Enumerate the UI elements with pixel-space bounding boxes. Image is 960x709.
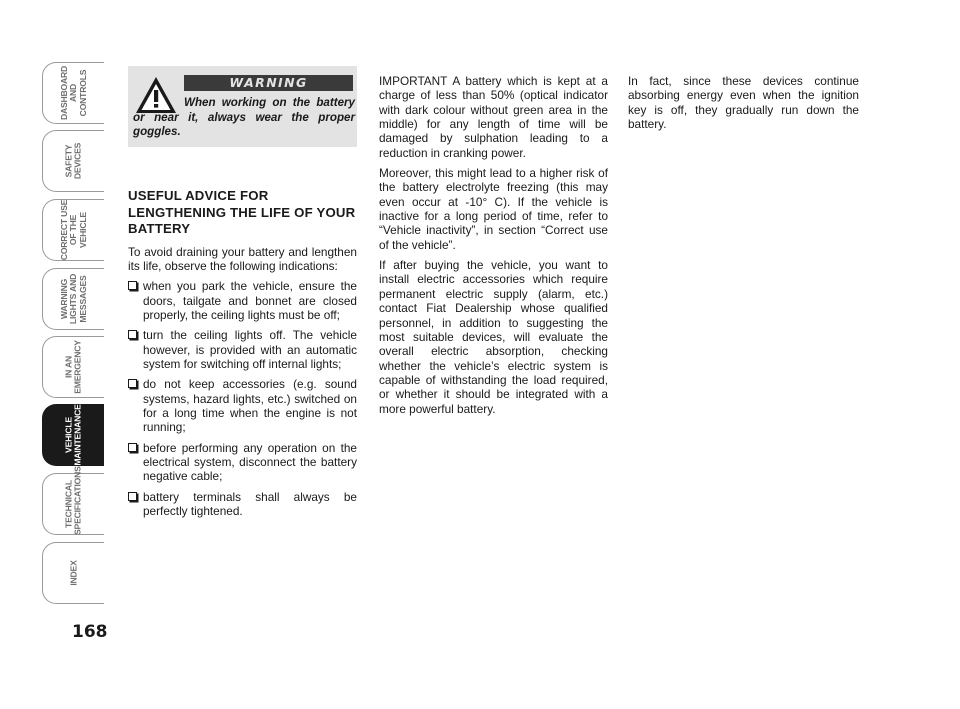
- tab-label: VEHICLE MAINTENANCE: [63, 404, 83, 466]
- list-item-text: before performing any operation on the electrical system, disconnect the battery negative cable;: [143, 440, 357, 484]
- tab-label: SAFETY DEVICES: [63, 142, 83, 180]
- column-1: [128, 188, 357, 524]
- list-item-text: battery terminals shall always be perfectly tightened.: [143, 489, 357, 518]
- list-item-text: turn the ceiling lights off. The vehicle however, is provided with an automatic system for switching off internal lights;: [143, 328, 357, 371]
- page-number: 168: [72, 622, 108, 642]
- list-item-text: when you park the vehicle, ensure the doors, tailgate and bonnet are closed properly, the ceiling lights must be off;: [143, 279, 357, 322]
- paragraph-important: IMPORTANT A battery which is kept at a charge of less than 50% (optical indicator with dark colour without green area in the middle) for any length of time will be damaged by sulphation leading to a reduction in cranking power.: [379, 74, 608, 160]
- tab-label: WARNING LIGHTS AND MESSAGES: [58, 273, 88, 325]
- tab-index[interactable]: [42, 542, 104, 604]
- column-3: [628, 74, 859, 137]
- paragraph-accessories: If after buying the vehicle, you want to install electric accessories which require permanent electric supply (alarm, etc.) contact Fiat Dealership whose qualified personnel, in addition to suggesting the most suitable devices, will evaluate the overall electric absorption, checking whether the vehicle’s electric system is capable of withstanding the load required, or whether it should be integrated with a more powerful battery.: [379, 258, 608, 416]
- tab-safety-devices[interactable]: [42, 130, 104, 192]
- checkbox-bullet-icon: [128, 379, 137, 388]
- list-item: [128, 328, 357, 371]
- tab-label: CORRECT USE OF THE VEHICLE: [58, 199, 88, 261]
- section-heading: USEFUL ADVICE FOR LENGTHENING THE LIFE OF YOUR BATTERY: [128, 188, 356, 236]
- list-item: [128, 279, 357, 322]
- tab-label: IN AN EMERGENCY: [63, 340, 83, 394]
- tab-label: TECHNICAL SPECIFICATIONS: [63, 466, 83, 535]
- warning-text-body: When working on the battery or near it, always wear the proper goggles.: [133, 96, 355, 138]
- tab-in-an-emergency[interactable]: [42, 336, 104, 398]
- paragraph-absorption: In fact, since these devices continue absorbing energy even when the ignition key is off, they gradually run down the battery.: [628, 74, 859, 132]
- intro-paragraph: To avoid draining your battery and lengthen its life, observe the following indications:: [128, 244, 357, 273]
- list-item: [128, 377, 357, 434]
- tab-label: INDEX: [67, 560, 78, 586]
- tab-technical-specifications[interactable]: [42, 466, 104, 535]
- list-item-text: do not keep accessories (e.g. sound systems, hazard lights, etc.) switched on for a long time when the engine is not running;: [143, 377, 357, 435]
- warning-box: [128, 66, 357, 147]
- tab-label: DASHBOARD AND CONTROLS: [58, 65, 88, 121]
- checkbox-bullet-icon: [128, 330, 137, 339]
- tab-correct-use[interactable]: [42, 199, 104, 261]
- checkbox-bullet-icon: [128, 443, 137, 452]
- list-item: [128, 490, 357, 519]
- paragraph-freezing: Moreover, this might lead to a higher risk of the battery electrolyte freezing (this may even occur at -10° C). If the vehicle is inactive for a long period of time, refer to “Vehicle inactivity”, in section “Correct use of the vehicle”.: [379, 166, 608, 252]
- checkbox-bullet-icon: [128, 492, 137, 501]
- tab-warning-lights[interactable]: [42, 268, 104, 330]
- checkbox-bullet-icon: [128, 281, 137, 290]
- tab-dashboard-and-controls[interactable]: [42, 62, 104, 124]
- advice-list: [128, 279, 357, 518]
- warning-text: [133, 96, 355, 140]
- column-2: [379, 74, 608, 422]
- list-item: [128, 441, 357, 484]
- tab-vehicle-maintenance[interactable]: [42, 404, 104, 466]
- warning-header: WARNING: [184, 75, 353, 91]
